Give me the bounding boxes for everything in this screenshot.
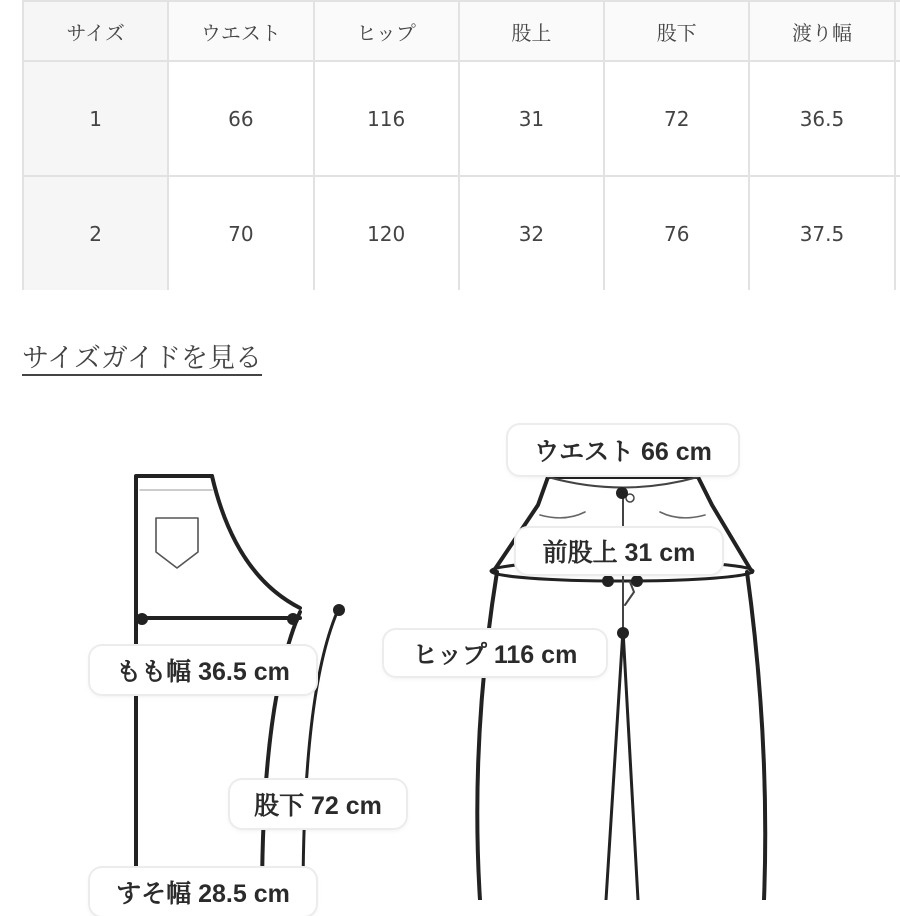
cell-waist: 70 [168, 176, 313, 290]
cell-hip: 116 [314, 61, 459, 176]
header-thigh-width: 渡り幅 [749, 1, 894, 61]
cell-thigh-width: 36.5 [749, 61, 894, 176]
header-inseam: 股下 [604, 1, 749, 61]
cell-waist: 66 [168, 61, 313, 176]
size-guide-link[interactable]: サイズガイドを見る [22, 343, 263, 374]
cell-size: 1 [23, 61, 168, 176]
cell-inseam: 76 [604, 176, 749, 290]
header-waist: ウエスト [168, 1, 313, 61]
label-hip: ヒップ 116 cm [384, 630, 606, 676]
cell-hip: 120 [314, 176, 459, 290]
cell-size: 2 [23, 176, 168, 290]
label-thigh-width: もも幅 36.5 cm [90, 646, 316, 694]
label-waist: ウエスト 66 cm [508, 425, 738, 475]
header-hip: ヒップ [314, 1, 459, 61]
label-hem-width: すそ幅 28.5 cm [90, 868, 316, 916]
label-front-rise: 前股上 31 cm [516, 528, 722, 574]
cell-inseam: 72 [604, 61, 749, 176]
cell-thigh-width: 37.5 [749, 176, 894, 290]
header-rise: 股上 [459, 1, 604, 61]
header-size: サイズ [23, 1, 168, 61]
cell-rise: 32 [459, 176, 604, 290]
label-inseam: 股下 72 cm [230, 780, 406, 828]
cell-rise: 31 [459, 61, 604, 176]
